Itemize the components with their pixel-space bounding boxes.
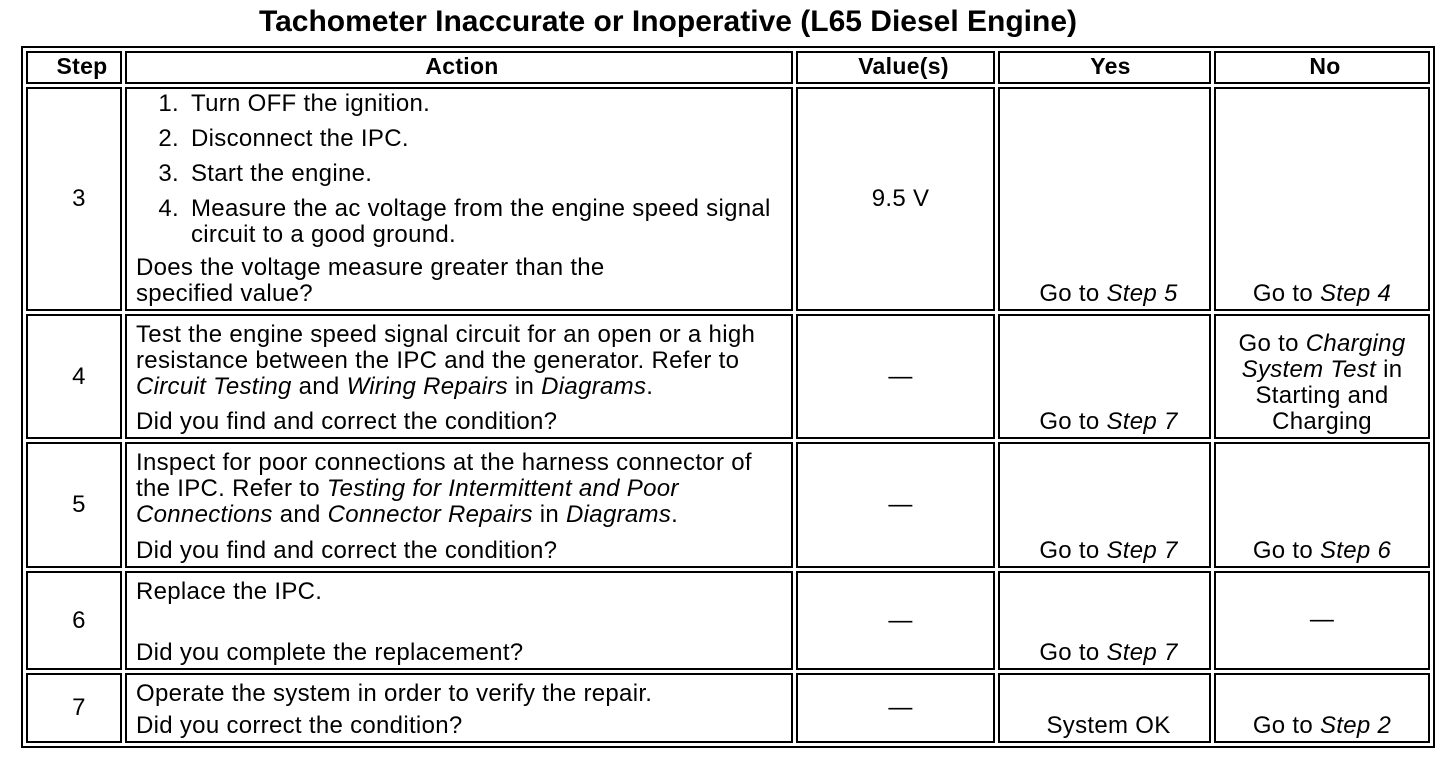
result-prefix: Go to bbox=[1238, 330, 1299, 357]
document-reference: Wiring Repairs bbox=[346, 373, 508, 400]
action-cell bbox=[125, 442, 793, 568]
instruction-item bbox=[136, 161, 783, 187]
instruction-text: Disconnect the IPC. bbox=[191, 125, 409, 152]
instruction-item bbox=[136, 91, 783, 117]
yes-cell bbox=[998, 673, 1211, 743]
no-cell bbox=[1214, 314, 1430, 439]
instruction-text bbox=[136, 450, 783, 528]
question: Did you correct the condition? bbox=[136, 712, 463, 739]
header-yes: Yes bbox=[998, 51, 1211, 84]
instruction-text: Turn OFF the ignition. bbox=[191, 90, 431, 117]
value-cell: — bbox=[796, 673, 995, 743]
no-cell bbox=[1214, 87, 1430, 311]
step-reference: Step 4 bbox=[1319, 280, 1392, 307]
no-result bbox=[1222, 331, 1422, 435]
no-result bbox=[1253, 538, 1391, 564]
result-prefix: Go to bbox=[1039, 537, 1100, 564]
result-prefix: Go to bbox=[1252, 537, 1314, 564]
instruction-number: 1. bbox=[158, 90, 179, 117]
no-result: — bbox=[1309, 605, 1335, 633]
instruction-item bbox=[136, 196, 783, 248]
instruction-number: 2. bbox=[158, 125, 179, 152]
no-result bbox=[1253, 281, 1391, 307]
yes-cell bbox=[998, 571, 1211, 670]
step-reference: Step 2 bbox=[1319, 712, 1392, 739]
instruction-list bbox=[136, 91, 783, 248]
page-title: Tachometer Inaccurate or Inoperative (L65 Diesel Engine) bbox=[258, 5, 1078, 38]
document-reference: Diagrams bbox=[566, 501, 672, 528]
action-cell bbox=[125, 673, 793, 743]
instruction-text: Start the engine. bbox=[191, 160, 373, 187]
step-reference: Step 7 bbox=[1106, 408, 1178, 435]
step-number: 5 bbox=[26, 442, 122, 568]
result-prefix: Go to bbox=[1039, 639, 1100, 666]
no-cell bbox=[1214, 442, 1430, 568]
step-reference: Step 7 bbox=[1106, 537, 1178, 564]
instruction-segment: . bbox=[671, 501, 679, 528]
no-cell bbox=[1214, 571, 1430, 670]
instruction-text bbox=[136, 322, 783, 400]
result-prefix: Go to bbox=[1252, 280, 1314, 307]
diagnostic-table bbox=[21, 46, 1435, 748]
yes-cell bbox=[998, 442, 1211, 568]
instruction-segment: and bbox=[298, 373, 340, 400]
question: Did you complete the replacement? bbox=[136, 639, 524, 666]
no-result bbox=[1253, 713, 1391, 739]
document-reference: Charging System Test bbox=[1241, 330, 1406, 383]
instruction-segment: Inspect for poor connections at the harness connector of the IPC. Refer to bbox=[136, 449, 752, 502]
instruction-number: 4. bbox=[158, 195, 179, 222]
step-number: 7 bbox=[26, 673, 122, 743]
result-suffix: in Starting and Charging bbox=[1255, 356, 1403, 435]
action-cell bbox=[125, 571, 793, 670]
yes-result bbox=[1039, 640, 1177, 666]
yes-result: System OK bbox=[1046, 712, 1171, 739]
header-step: Step bbox=[26, 51, 122, 84]
no-cell bbox=[1214, 673, 1430, 743]
header-values: Value(s) bbox=[796, 51, 995, 84]
header-no: No bbox=[1214, 51, 1430, 84]
document-reference: Testing for Intermittent and Poor Connections bbox=[136, 475, 679, 528]
instruction-segment: . bbox=[646, 373, 654, 400]
value-cell: — bbox=[796, 571, 995, 670]
result-prefix: Go to bbox=[1039, 280, 1100, 307]
instruction-text: Operate the system in order to verify the repair. bbox=[136, 680, 653, 707]
document-reference: Diagrams bbox=[541, 373, 647, 400]
yes-cell bbox=[998, 87, 1211, 311]
question: Did you find and correct the condition? bbox=[136, 408, 558, 435]
value-cell: — bbox=[796, 442, 995, 568]
header-action: Action bbox=[125, 51, 793, 84]
instruction-segment: Test the engine speed signal circuit for an open or a high resistance between the IPC and the generator. Refer to bbox=[136, 321, 756, 374]
document-reference: Circuit Testing bbox=[136, 373, 292, 400]
step-number: 6 bbox=[26, 571, 122, 670]
instruction-segment: in bbox=[514, 373, 535, 400]
yes-result bbox=[1039, 409, 1177, 435]
yes-result bbox=[1039, 538, 1177, 564]
step-number: 4 bbox=[26, 314, 122, 439]
question: Did you find and correct the condition? bbox=[136, 537, 558, 564]
result-prefix: Go to bbox=[1039, 408, 1100, 435]
instruction-text: Replace the IPC. bbox=[136, 578, 323, 605]
value-cell: 9.5 V bbox=[796, 87, 995, 311]
yes-cell bbox=[998, 314, 1211, 439]
question: Does the voltage measure greater than the specified value? bbox=[136, 254, 605, 307]
instruction-text: Measure the ac voltage from the engine speed signal circuit to a good ground. bbox=[191, 195, 771, 248]
action-cell bbox=[125, 87, 793, 311]
value-cell: — bbox=[796, 314, 995, 439]
step-reference: Step 7 bbox=[1106, 639, 1178, 666]
instruction-segment: and bbox=[279, 501, 321, 528]
result-prefix: Go to bbox=[1252, 712, 1314, 739]
step-number: 3 bbox=[26, 87, 122, 311]
instruction-segment: in bbox=[539, 501, 560, 528]
yes-result bbox=[1039, 281, 1177, 307]
step-reference: Step 5 bbox=[1106, 280, 1178, 307]
document-reference: Connector Repairs bbox=[327, 501, 533, 528]
instruction-item bbox=[136, 126, 783, 152]
step-reference: Step 6 bbox=[1319, 537, 1392, 564]
instruction-number: 3. bbox=[158, 160, 179, 187]
action-cell bbox=[125, 314, 793, 439]
